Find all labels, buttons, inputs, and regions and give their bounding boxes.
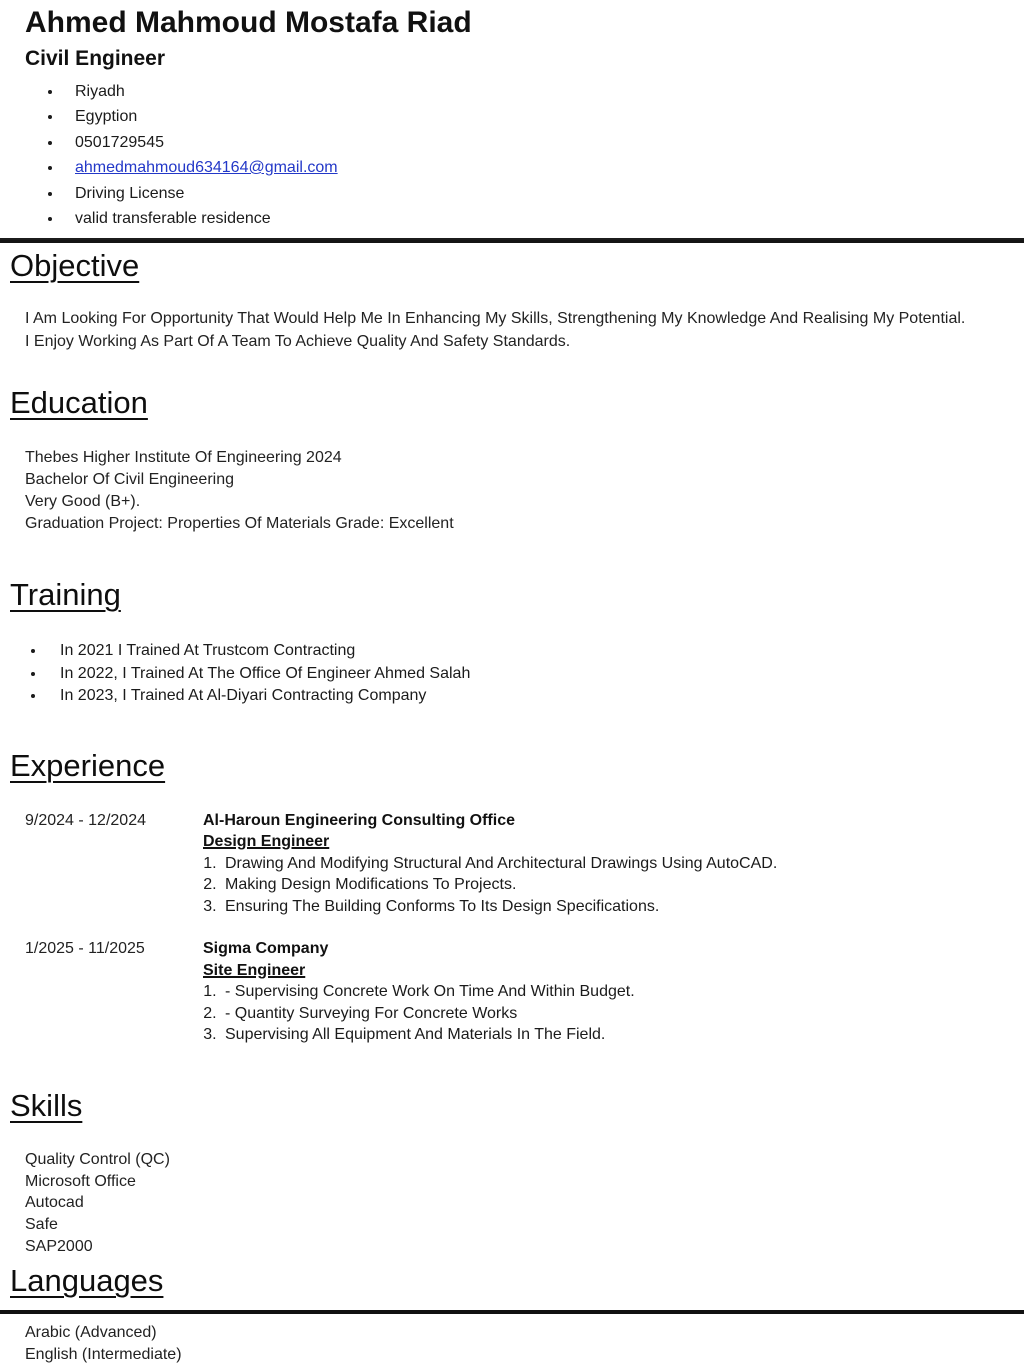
email-link[interactable]: ahmedmahmoud634164@gmail.com [75, 159, 338, 176]
education-line-institute: Thebes Higher Institute Of Engineering 2024 [25, 448, 342, 466]
experience-content [203, 810, 1024, 918]
experience-role: Site Engineer [203, 961, 306, 979]
training-item: • In 2022, I Trained At The Office Of Engineer Ahmed Salah [46, 663, 1024, 686]
heading-languages: Languages [10, 1263, 164, 1299]
experience-entry [0, 938, 1024, 1046]
experience-duty: 1. Drawing And Modifying Structural And Architectural Drawings Using AutoCAD. [221, 853, 1024, 875]
heading-skills: Skills [10, 1087, 83, 1123]
education-text [25, 447, 999, 535]
objective-line: I Enjoy Working As Part Of A Team To Achieve Quality And Safety Standards. [25, 333, 571, 351]
experience-duty: 2. Making Design Modifications To Projects. [221, 874, 1024, 896]
language-item: Arabic (Advanced) [25, 1323, 157, 1341]
heading-training: Training [10, 576, 121, 612]
experience-duty: 3. Ensuring The Building Conforms To Its Design Specifications. [221, 896, 1024, 918]
experience-dates: 9/2024 - 12/2024 [25, 811, 146, 829]
experience-duty: 3. Supervising All Equipment And Materials In The Field. [221, 1024, 1024, 1046]
contact-item-city: • Riyadh [63, 79, 1024, 105]
experience-dates: 1/2025 - 11/2025 [25, 940, 145, 958]
header-divider [0, 238, 1024, 243]
education-line-degree: Bachelor Of Civil Engineering [25, 470, 234, 488]
objective-line: I Am Looking For Opportunity That Would Help Me In Enhancing My Skills, Strengthening My Knowledge And Realising My Potential. [25, 310, 966, 328]
contact-list [25, 79, 1024, 232]
training-item: • In 2021 I Trained At Trustcom Contracting [46, 640, 1024, 663]
language-item: English (Intermediate) [25, 1346, 182, 1364]
skill-item: Safe [25, 1215, 58, 1233]
heading-education: Education [10, 385, 148, 421]
training-item: • In 2023, I Trained At Al-Diyari Contracting Company [46, 685, 1024, 708]
experience-entry [0, 810, 1024, 918]
skill-item: SAP2000 [25, 1237, 93, 1255]
experience-company: Sigma Company [203, 940, 329, 958]
skill-item: Autocad [25, 1194, 84, 1212]
contact-item-residence: • valid transferable residence [63, 206, 1024, 232]
page-bottom-rule [0, 1310, 1024, 1314]
resume-header [0, 0, 1024, 232]
skill-item: Quality Control (QC) [25, 1151, 170, 1169]
heading-objective: Objective [10, 247, 140, 283]
experience-duties-list [203, 853, 1024, 918]
job-title: Civil Engineer [25, 46, 166, 70]
languages-list [25, 1322, 999, 1367]
education-line-project: Graduation Project: Properties Of Materials Grade: Excellent [25, 514, 454, 532]
experience-role: Design Engineer [203, 833, 330, 851]
contact-item-phone: • 0501729545 [63, 130, 1024, 156]
experience-duty: 2. - Quantity Surveying For Concrete Works [221, 1003, 1024, 1025]
skills-list [25, 1149, 999, 1257]
experience-company: Al-Haroun Engineering Consulting Office [203, 811, 515, 829]
contact-item-driving-license: • Driving License [63, 181, 1024, 207]
training-list [0, 640, 1024, 708]
experience-duties-list [203, 981, 1024, 1046]
person-name: Ahmed Mahmoud Mostafa Riad [25, 6, 472, 39]
experience-content [203, 938, 1024, 1046]
education-line-grade: Very Good (B+). [25, 492, 141, 510]
experience-duty: 1. - Supervising Concrete Work On Time And Within Budget. [221, 981, 1024, 1003]
skill-item: Microsoft Office [25, 1172, 136, 1190]
contact-item-email [63, 155, 1024, 181]
heading-experience: Experience [10, 747, 166, 783]
contact-item-nationality: • Egyption [63, 104, 1024, 130]
objective-text [25, 307, 999, 353]
